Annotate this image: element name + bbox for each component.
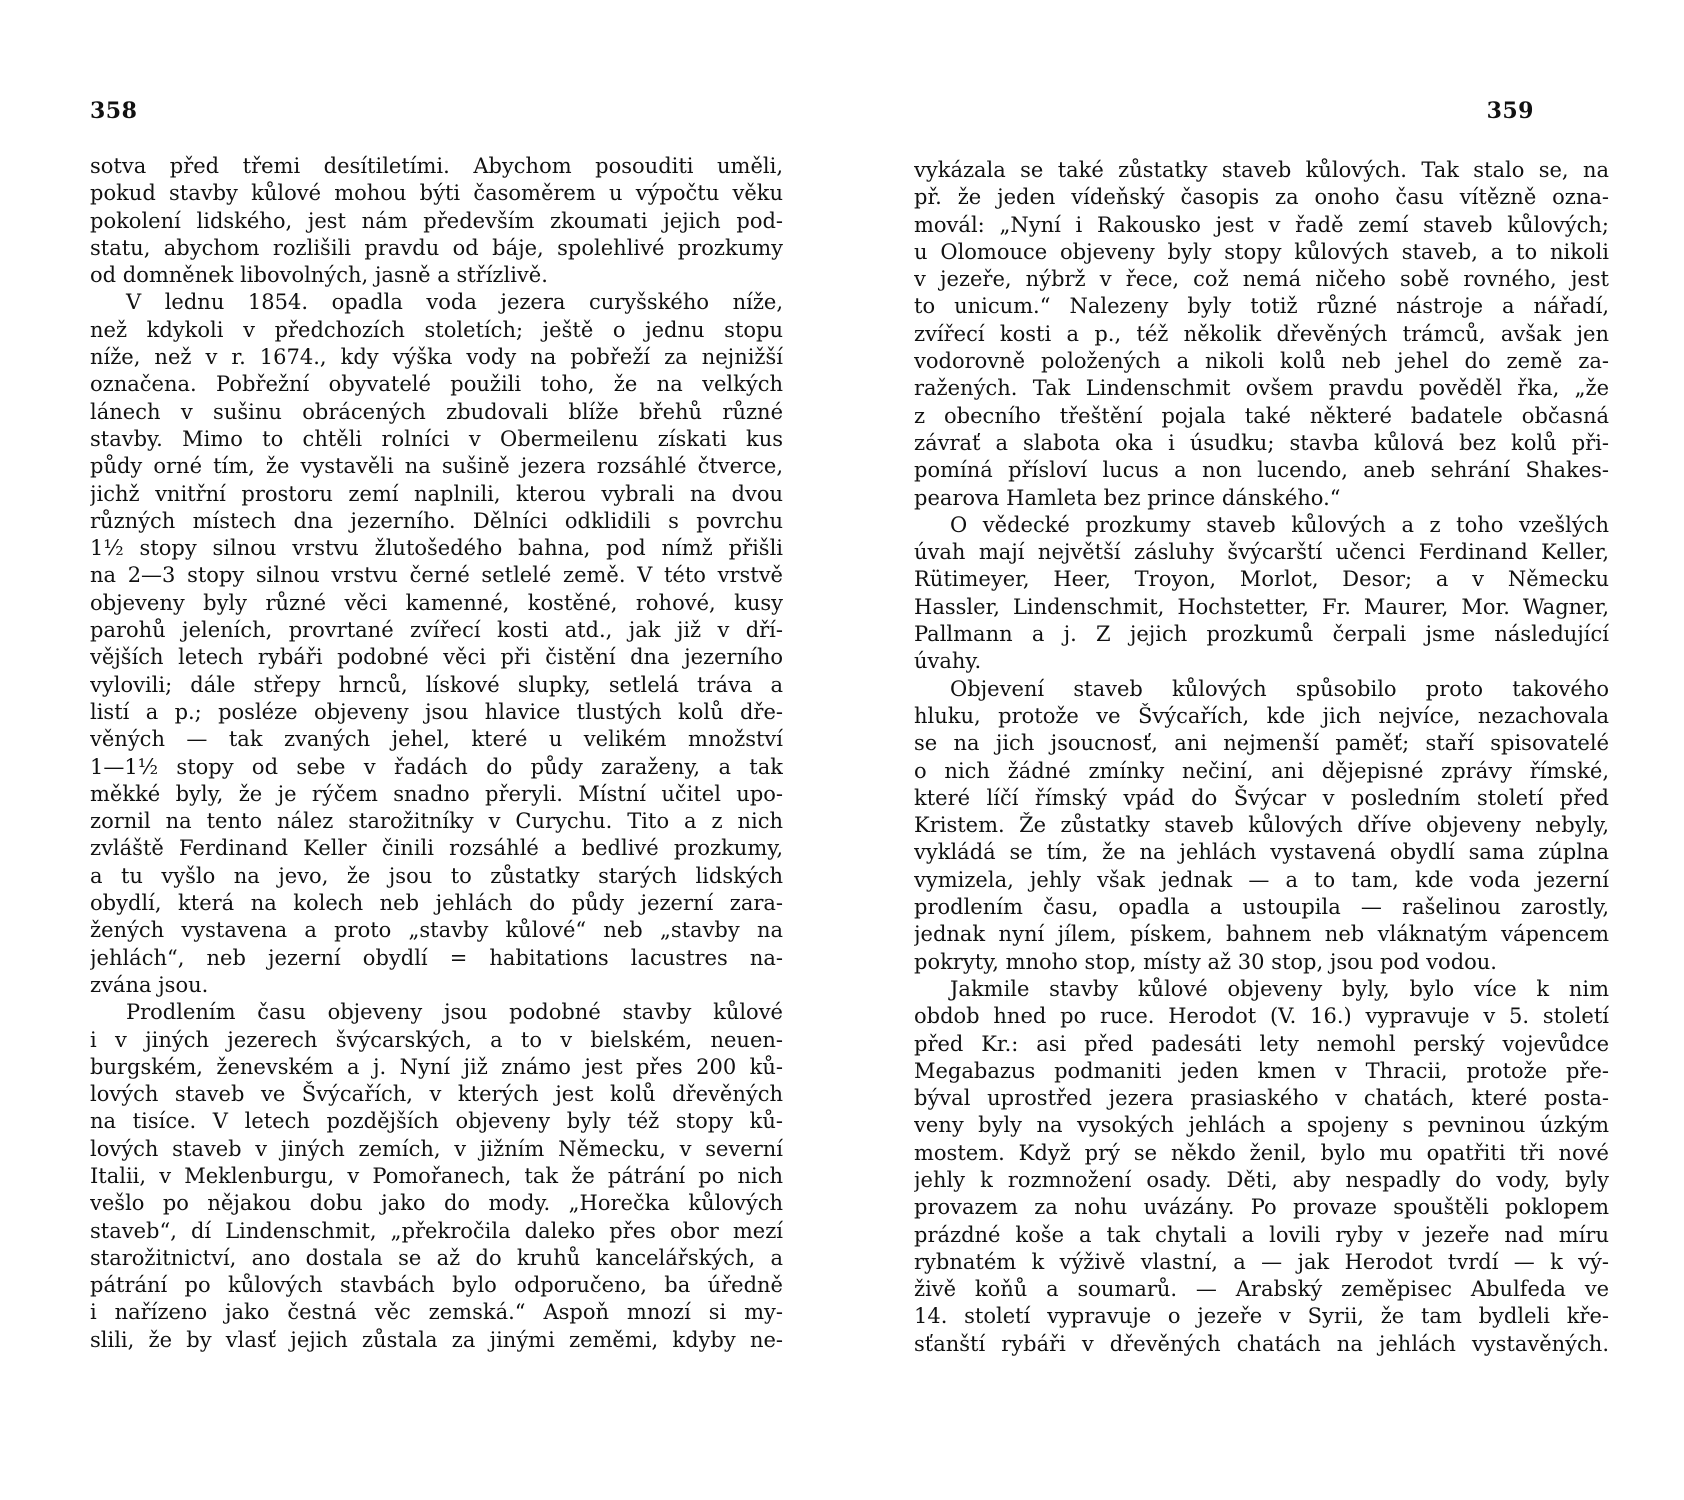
text-line: pátrání po kůlových stavbách bylo odporučeno, ba úředně: [90, 1273, 783, 1298]
text-line: než kdykoli v předchozích stoletích; ještě o jednu stopu: [90, 317, 783, 342]
text-line: listí a p.; posléze objeveny jsou hlavice tlustých kolů dře-: [90, 699, 783, 724]
text-line: vešlo po nějakou dobu jako do mody. „Horečka kůlových: [90, 1191, 783, 1216]
text-line: úvah mají největší zásluhy švýcarští učenci Ferdinand Keller,: [914, 540, 1609, 565]
text-line: před Kr.: asi před padesáti lety nemohl perský vojevůdce: [914, 1031, 1609, 1056]
text-line: prodlením času, opadla a ustoupila — rašelinou zarostly,: [914, 895, 1609, 920]
text-line: slili, že by vlasť jejich zůstala za jinými zeměmi, kdyby ne-: [90, 1327, 783, 1352]
text-line: V lednu 1854. opadla voda jezera curyšského níže,: [126, 290, 783, 315]
text-line: zvířecí kosti a p., též několik dřevěných trámců, avšak jen: [914, 321, 1609, 346]
text-line: movál: „Nyní i Rakousko jest v řadě zemí staveb kůlových;: [914, 212, 1609, 237]
text-line: stavby. Mimo to chtěli rolníci v Obermeilenu získati kus: [90, 426, 783, 451]
page-number-left: 358: [90, 98, 138, 124]
right-page: [842, 0, 1684, 1500]
text-line: z obecního třeštění pojala také některé badatele občasná: [914, 403, 1609, 428]
text-line: různých místech dna jezerního. Dělníci odklidili s povrchu: [90, 508, 783, 533]
text-line: Prodlením času objeveny jsou podobné stavby kůlové: [126, 1000, 783, 1025]
text-line: od domněnek libovolných, jasně a střízlivě.: [90, 263, 548, 288]
text-line: jichž vnitřní prostoru zemí naplnili, kterou vybrali na dvou: [90, 481, 783, 506]
text-line: rybnatém k výživě vlastní, a — jak Herodot tvrdí — k vý-: [914, 1249, 1609, 1274]
text-line: starožitnictví, ano dostala se až do kruhů kancelářských, a: [90, 1245, 783, 1270]
text-line: zvána jsou.: [90, 972, 209, 997]
text-line: parohů jeleních, provrtané zvířecí kosti atd., jak již v dří-: [90, 618, 783, 643]
text-line: pokolení lidského, jest nám především zkoumati jejich pod-: [90, 208, 783, 233]
text-line: Hassler, Lindenschmit, Hochstetter, Fr. Maurer, Mor. Wagner,: [914, 594, 1609, 619]
text-line: Objevení staveb kůlových spůsobilo proto takového: [950, 676, 1609, 701]
text-line: 14. století vypravuje o jezeře v Syrii, že tam bydleli kře-: [914, 1304, 1609, 1329]
text-line: burgském, ženevském a j. Nyní již známo jest přes 200 ků-: [90, 1054, 783, 1079]
text-line: prázdné koše a tak chytali a lovili ryby v jezeře nad míru: [914, 1222, 1609, 1247]
text-line: žených vystavena a proto „stavby kůlové“ neb „stavby na: [90, 918, 783, 943]
text-line: pomíná přísloví lucus a non lucendo, aneb sehrání Shakes-: [914, 458, 1609, 483]
text-line: mostem. Když prý se někdo ženil, bylo mu opatřiti tři nové: [914, 1140, 1609, 1165]
text-line: 1—1½ stopy od sebe v řadách do půdy zaraženy, a tak: [90, 754, 783, 779]
left-page-text: [90, 153, 783, 1354]
text-line: půdy orné tím, že vystavěli na sušině jezera rozsáhlé čtverce,: [90, 454, 783, 479]
text-line: Rütimeyer, Heer, Troyon, Morlot, Desor; a v Německu: [914, 567, 1609, 592]
text-line: živě koňů a soumarů. — Arabský zeměpisec Abulfeda ve: [914, 1277, 1609, 1302]
text-line: 1½ stopy silnou vrstvu žlutošedého bahna, pod nímž přišli: [90, 536, 783, 561]
text-line: sotva před třemi desítiletími. Abychom posouditi uměli,: [90, 154, 783, 178]
text-line: obydlí, která na kolech neb jehlách do půdy jezerní zara-: [90, 891, 783, 916]
text-line: býval uprostřed jezera prasiaského v chatách, které posta-: [914, 1086, 1609, 1111]
text-line: vykládá se tím, že na jehlách vystavená obydlí sama zúplna: [914, 840, 1609, 865]
page-number-right: 359: [1486, 98, 1534, 124]
text-line: vykázala se také zůstatky staveb kůlových. Tak stalo se, na: [914, 158, 1609, 182]
text-line: které líčí římský vpád do Švýcar v posledním století před: [914, 785, 1609, 810]
right-page-text: [914, 157, 1609, 1358]
text-line: závrať a slabota oka i úsudku; stavba kůlová bez kolů při-: [914, 430, 1609, 455]
text-line: obdob hned po ruce. Herodot (V. 16.) vypravuje v 5. století: [914, 1004, 1609, 1029]
text-line: lových staveb ve Švýcařích, v kterých jest kolů dřevěných: [90, 1082, 783, 1107]
text-line: sťanští rybáři v dřevěných chatách na jehlách vystavěných.: [914, 1331, 1609, 1356]
text-line: v jezeře, nýbrž v řece, což nemá ničeho sobě rovného, jest: [914, 267, 1609, 292]
text-line: ražených. Tak Lindenschmit ovšem pravdu pověděl řka, „že: [914, 376, 1609, 401]
text-line: O vědecké prozkumy staveb kůlových a z toho vzešlých: [950, 512, 1609, 537]
text-line: Jakmile stavby kůlové objeveny byly, bylo více k nim: [950, 976, 1609, 1001]
text-line: měkké byly, že je rýčem snadno přeryli. Místní učitel upo-: [90, 781, 783, 806]
text-line: vějších letech rybáři podobné věci při čistění dna jezerního: [90, 645, 783, 670]
text-line: Megabazus podmaniti jeden kmen v Thracii, protože pře-: [914, 1058, 1609, 1083]
text-line: i v jiných jezerech švýcarských, a to v bielském, neuen-: [90, 1027, 783, 1052]
text-line: na 2—3 stopy silnou vrstvu černé setlelé země. V této vrstvě: [90, 563, 783, 588]
text-line: níže, než v r. 1674., kdy výška vody na pobřeží za nejnižší: [90, 345, 783, 370]
text-line: i nařízeno jako čestná věc zemská.“ Aspoň mnozí si my-: [90, 1300, 783, 1325]
text-line: jehlách“, neb jezerní obydlí = habitations lacustres na-: [90, 945, 783, 970]
text-line: staveb“, dí Lindenschmit, „překročila daleko přes obor mezí: [90, 1218, 783, 1243]
text-line: statu, abychom rozlišili pravdu od báje, spolehlivé prozkumy: [90, 235, 783, 260]
text-line: u Olomouce objeveny byly stopy kůlových staveb, a to nikoli: [914, 239, 1609, 264]
text-line: se na jich jsoucnosť, ani nejmenší paměť; staří spisovatelé: [914, 731, 1609, 756]
text-line: věných — tak zvaných jehel, které u velikém množství: [90, 727, 783, 752]
text-line: úvahy.: [914, 649, 982, 674]
text-line: vylovili; dále střepy hrnců, lískové slupky, setlelá tráva a: [90, 672, 783, 697]
text-line: lánech v sušinu obrácených zbudovali blíže břehů různé: [90, 399, 783, 424]
text-line: př. že jeden vídeňský časopis za onoho času vítězně ozna-: [914, 185, 1609, 210]
text-line: provazem za nohu uvázány. Po provaze spouštěli poklopem: [914, 1195, 1609, 1220]
text-line: označena. Pobřežní obyvatelé použili toho, že na velkých: [90, 372, 783, 397]
text-line: zornil na tento nález starožitníky v Curychu. Tito a z nich: [90, 809, 783, 834]
text-line: to unicum.“ Nalezeny byly totiž různé nástroje a nářadí,: [914, 294, 1609, 319]
text-line: pokud stavby kůlové mohou býti časoměrem u výpočtu věku: [90, 181, 783, 206]
text-line: jehly k rozmnožení osady. Děti, aby nespadly do vody, byly: [914, 1167, 1609, 1192]
text-line: Pallmann a j. Z jejich prozkumů čerpali jsme následující: [914, 622, 1609, 647]
text-line: vodorovně položených a nikoli kolů neb jehel do země za-: [914, 349, 1609, 374]
text-line: objeveny byly různé věci kamenné, kostěné, rohové, kusy: [90, 590, 783, 615]
text-line: jednak nyní jílem, pískem, bahnem neb vláknatým vápencem: [914, 922, 1609, 947]
text-line: na tisíce. V letech pozdějších objeveny byly též stopy ků-: [90, 1109, 783, 1134]
text-line: hluku, protože ve Švýcařích, kde jich nejvíce, nezachovala: [914, 703, 1609, 728]
text-line: Kristem. Že zůstatky staveb kůlových dříve objeveny nebyly,: [914, 813, 1609, 838]
text-line: pokryty, mnoho stop, místy až 30 stop, jsou pod vodou.: [914, 949, 1497, 974]
text-line: pearova Hamleta bez prince dánského.“: [914, 485, 1341, 510]
text-line: zvláště Ferdinand Keller činili rozsáhlé a bedlivé prozkumy,: [90, 836, 783, 861]
text-line: lových staveb v jiných zemích, v jižním Německu, v severní: [90, 1136, 783, 1161]
text-line: a tu vyšlo na jevo, že jsou to zůstatky starých lidských: [90, 863, 783, 888]
text-line: Italii, v Meklenburgu, v Pomořanech, tak že pátrání po nich: [90, 1163, 783, 1188]
text-line: vymizela, jehly však jednak — a to tam, kde voda jezerní: [914, 867, 1609, 892]
text-line: veny byly na vysokých jehlách a spojeny s pevninou úzkým: [914, 1113, 1609, 1138]
text-line: o nich žádné zmínky nečiní, ani dějepisné zprávy římské,: [914, 758, 1609, 783]
